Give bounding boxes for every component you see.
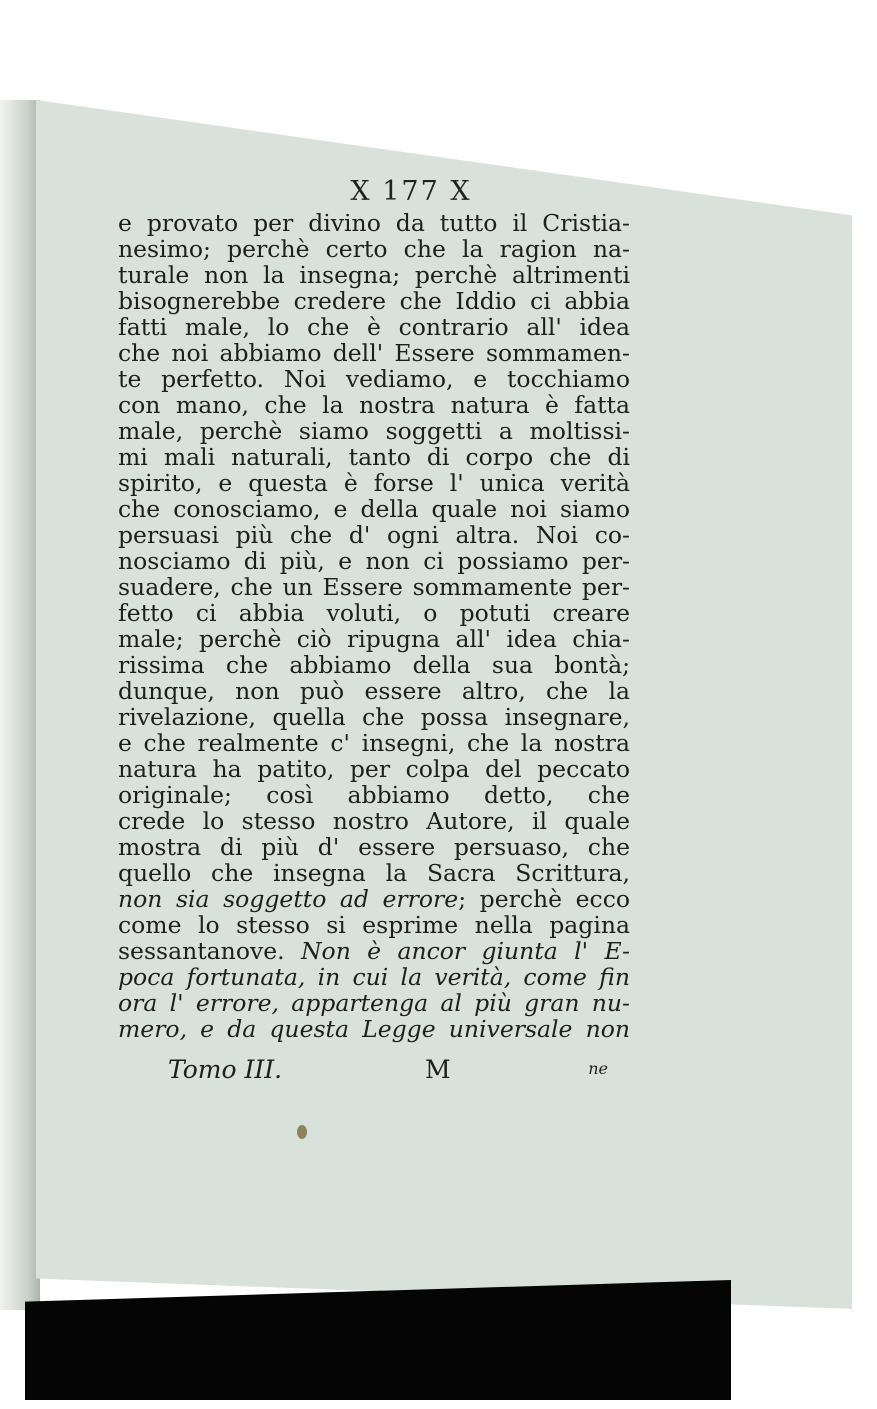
- text-line: fetto ci abbia voluti, o potuti creare: [118, 599, 630, 627]
- text-line: male; perchè ciò ripugna all' idea chia-: [118, 625, 630, 653]
- text-line: originale; così abbiamo detto, che: [118, 781, 630, 809]
- text-line: bisognerebbe credere che Iddio ci abbia: [118, 287, 630, 315]
- text-line: rivelazione, quella che possa insegnare,: [118, 703, 630, 731]
- text-lines: [118, 210, 630, 886]
- text-line: rissima che abbiamo della sua bontà;: [118, 651, 630, 679]
- roman-phrase: sessantanove.: [118, 937, 285, 965]
- text-line: nesimo; perchè certo che la ragion na-: [118, 235, 630, 263]
- signature-mark: M: [425, 1055, 451, 1084]
- page-number: X 177 X: [350, 176, 472, 207]
- scan-background: [25, 1280, 731, 1400]
- italic-phrase: non sia soggetto ad errore: [118, 885, 459, 913]
- text-line: [118, 886, 630, 912]
- volume-label: Tomo III.: [168, 1055, 283, 1084]
- text-line: spirito, e questa è forse l' unica verità: [118, 469, 630, 497]
- text-line: nosciamo di più, e non ci possiamo per-: [118, 547, 630, 575]
- catchword: ne: [588, 1059, 608, 1078]
- page-footer: [168, 1055, 608, 1083]
- text-line: con mano, che la nostra natura è fatta: [118, 391, 630, 419]
- page-header: [0, 176, 877, 207]
- text-line: dunque, non può essere altro, che la: [118, 677, 630, 705]
- text-line: natura ha patito, per colpa del peccato: [118, 755, 630, 783]
- text-line: fatti male, lo che è contrario all' idea: [118, 313, 630, 341]
- text-line: mi mali naturali, tanto di corpo che di: [118, 443, 630, 471]
- text-line: crede lo stesso nostro Autore, il quale: [118, 807, 630, 835]
- body-text: [118, 210, 630, 1042]
- text-line: poca fortunata, in cui la verità, come fin: [118, 963, 630, 991]
- text-line: che noi abbiamo dell' Essere sommamen-: [118, 339, 630, 367]
- text-line: come lo stesso si esprime nella pagina: [118, 911, 630, 939]
- text-line: turale non la insegna; perchè altrimenti: [118, 261, 630, 289]
- text-line: persuasi più che d' ogni altra. Noi co-: [118, 521, 630, 549]
- text-line: suadere, che un Essere sommamente per-: [118, 573, 630, 601]
- text-line: [118, 938, 630, 964]
- text-line: male, perchè siamo soggetti a moltissi-: [118, 417, 630, 445]
- text-line: mero, e da questa Legge universale non: [118, 1015, 630, 1043]
- text-line: e provato per divino da tutto il Cristia-: [118, 209, 630, 237]
- text-line: e che realmente c' insegni, che la nostra: [118, 729, 630, 757]
- roman-phrase: ; perchè ecco: [458, 885, 631, 913]
- text-line: te perfetto. Noi vediamo, e tocchiamo: [118, 365, 630, 393]
- text-line: mostra di più d' essere persuaso, che: [118, 833, 630, 861]
- text-line: ora l' errore, appartenga al più gran nu-: [118, 989, 630, 1017]
- text-line: che conosciamo, e della quale noi siamo: [118, 495, 630, 523]
- page-edge: [0, 100, 40, 1310]
- text-line: quello che insegna la Sacra Scrittura,: [118, 859, 630, 887]
- italic-phrase: Non è ancor giunta l' E-: [300, 937, 630, 965]
- paper-stain: [297, 1125, 307, 1139]
